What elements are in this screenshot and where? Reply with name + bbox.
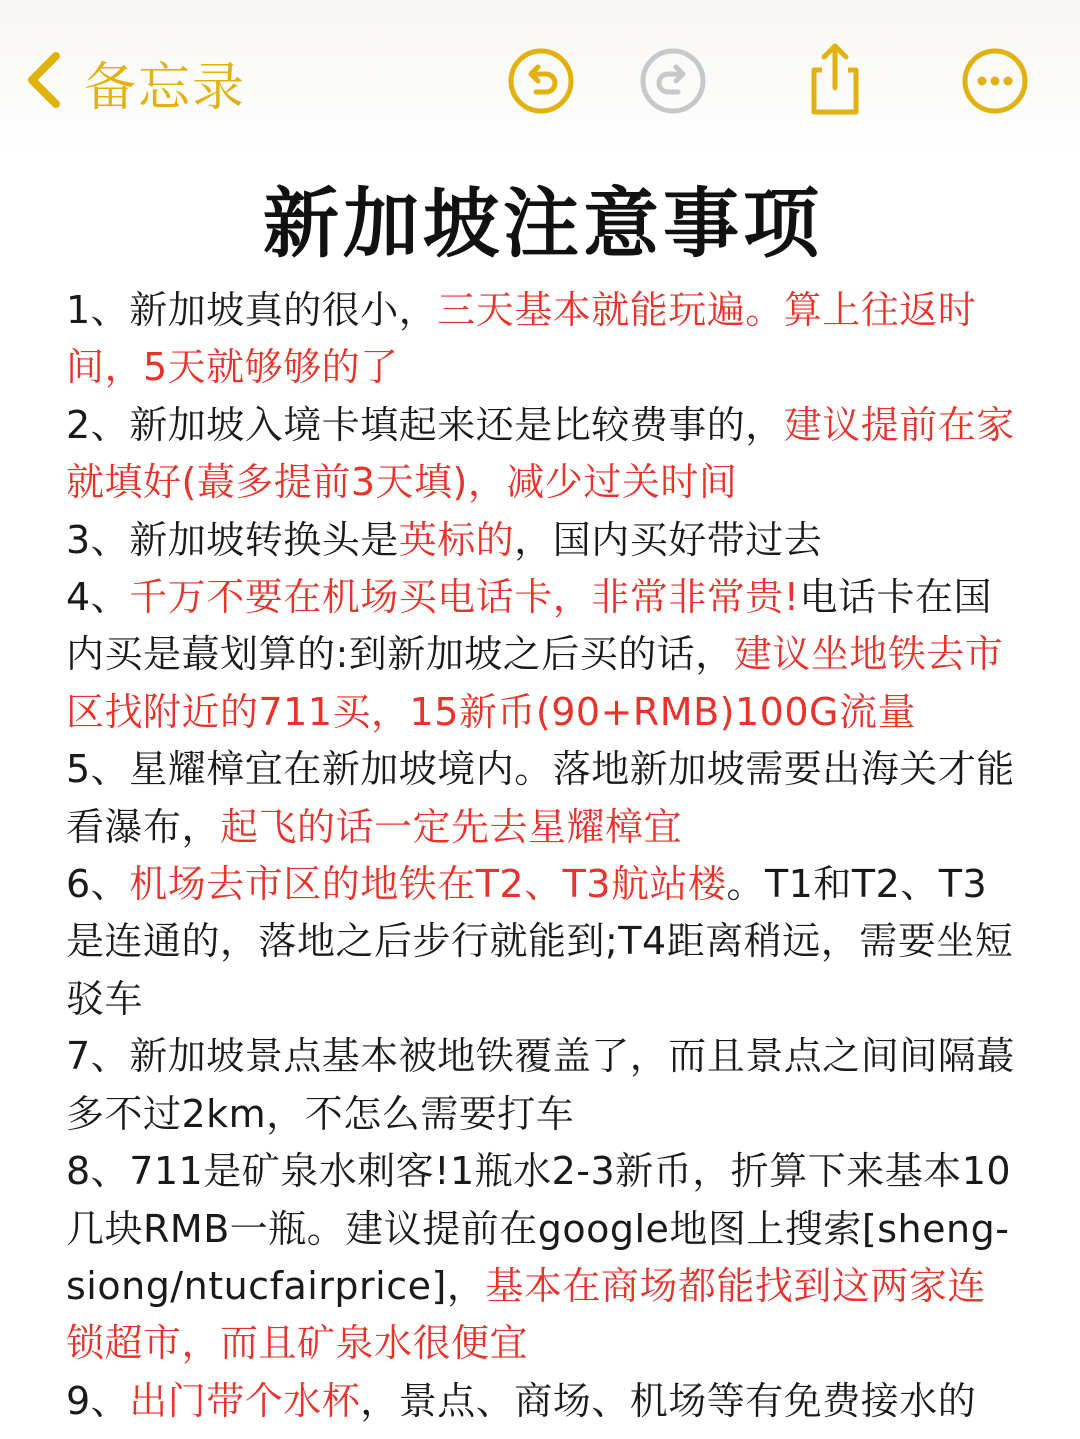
more-icon [960, 46, 1030, 120]
note-text: 。T1和T2、T3是连通的，落地之后步行就能到;T4距离稍远，需要坐短驳车 [66, 862, 1014, 1021]
back-button[interactable] [22, 50, 247, 118]
note-text: ，景点、商场、机场等有免费接水的 [360, 1378, 977, 1423]
note-text: 星耀樟宜在新加坡境内。落地新加坡需要出海关才能看瀑布， [66, 747, 1015, 849]
note-item-number: 3、 [66, 517, 130, 562]
note-item [66, 512, 1020, 569]
note-item [66, 569, 1020, 741]
note-text: 新加坡景点基本被地铁覆盖了，而且景点之间间隔蕞多不过2km，不怎么需要打车 [66, 1034, 1015, 1136]
highlighted-text: 建议坐地铁去市区找附近的711买，15新币(90+RMB)100G流量 [66, 632, 1004, 734]
note-text: 新加坡真的很小， [129, 288, 438, 332]
highlighted-text: 三天基本就能玩遍。算上往返时间，5天就够够的了 [66, 288, 977, 390]
redo-icon [638, 46, 708, 120]
note-item-number: 7、 [66, 1034, 130, 1079]
note-item [66, 282, 1020, 397]
more-button[interactable] [960, 48, 1030, 118]
undo-icon [506, 46, 576, 120]
back-label: 备忘录 [84, 57, 247, 118]
note-item-number: 2、 [66, 402, 130, 447]
note-item-number: 1、 [66, 288, 130, 332]
note-text: 新加坡转换头是 [129, 517, 399, 562]
navigation-bar [0, 0, 1080, 160]
highlighted-text: 基本在商场都能找到这两家连锁超市，而且矿泉水很便宜 [66, 1263, 986, 1366]
note-item [66, 397, 1020, 512]
note-item [66, 1143, 1020, 1373]
highlighted-text: 起飞的话一定先去星耀樟宜 [220, 804, 683, 849]
note-item [66, 1373, 1020, 1430]
share-button[interactable] [800, 40, 870, 120]
note-item [66, 741, 1020, 856]
note-item-number: 6、 [66, 862, 130, 907]
note-item-number: 4、 [66, 575, 130, 620]
note-text: 711是矿泉水刺客!1瓶水2-3新币，折算下来基本10几块RMB一瓶。建议提前在google地图上搜索[sheng-siong/ntucfairprice]， [66, 1149, 1012, 1308]
note-body[interactable] [0, 170, 1080, 1430]
note-list [66, 282, 1020, 1430]
highlighted-text: 建议提前在家就填好(蕞多提前3天填)，减少过关时间 [66, 402, 1015, 505]
redo-button[interactable] [638, 48, 708, 118]
undo-button[interactable] [506, 48, 576, 118]
highlighted-text: 机场去市区的地铁在T2、T3航站楼 [129, 862, 727, 907]
note-item-number: 9、 [66, 1378, 130, 1423]
highlighted-text: 英标的 [398, 517, 515, 562]
note-item [66, 1028, 1020, 1143]
highlighted-text: 出门带个水杯 [129, 1378, 361, 1423]
note-text: ，国内买好带过去 [514, 517, 823, 562]
highlighted-text: 千万不要在机场买电话卡，非常非常贵! [129, 575, 800, 620]
note-text: 新加坡入境卡填起来还是比较费事的， [129, 402, 784, 447]
share-icon [800, 38, 870, 122]
note-item-number: 5、 [66, 747, 130, 792]
note-text: 电话卡在国内买是蕞划算的:到新加坡之后买的话， [66, 575, 992, 677]
note-title: 新加坡注意事项 [263, 179, 823, 268]
chevron-left-icon [22, 48, 66, 116]
note-item [66, 856, 1020, 1028]
note-item-number: 8、 [66, 1149, 130, 1194]
